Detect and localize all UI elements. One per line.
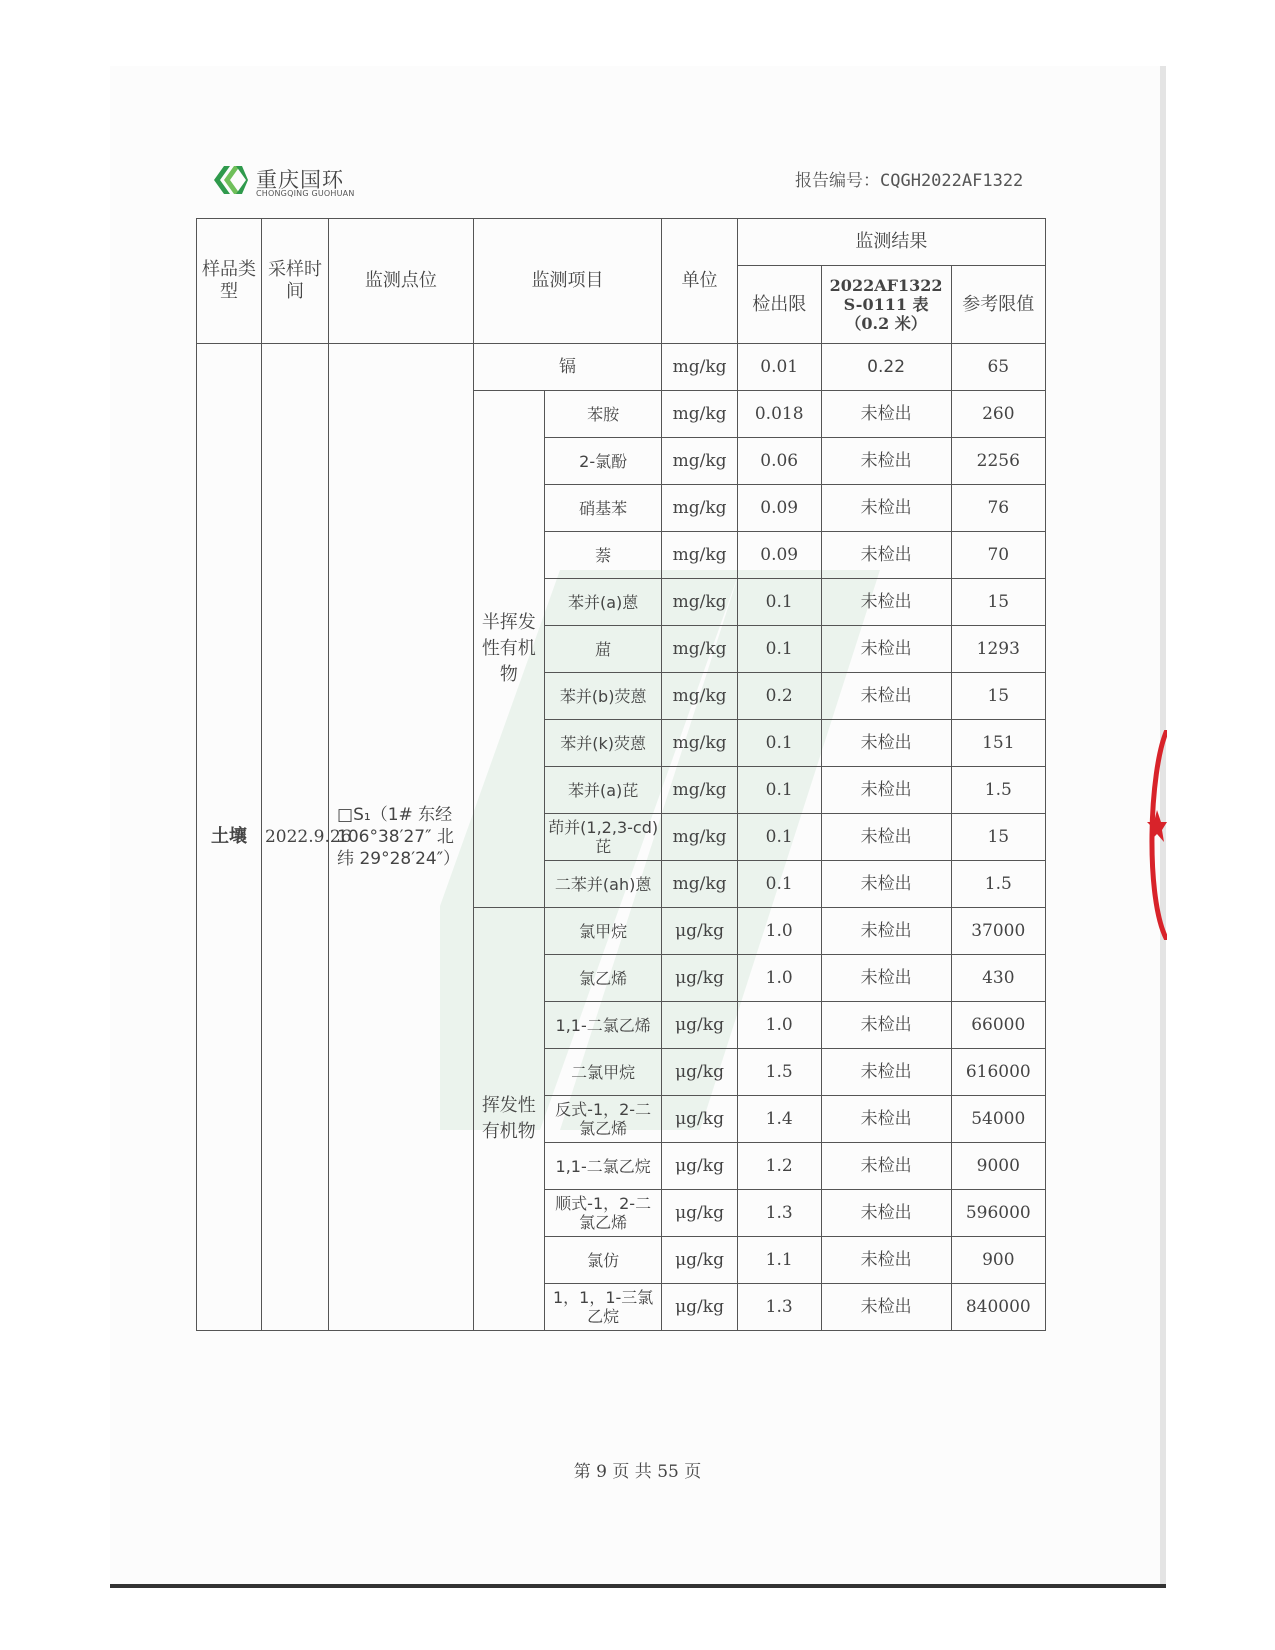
result-cell: 未检出 <box>821 814 951 861</box>
result-cell: 未检出 <box>821 626 951 673</box>
item-cell: 氯甲烷 <box>544 908 661 955</box>
limit-cell: 1.0 <box>737 908 821 955</box>
result-cell: 未检出 <box>821 1002 951 1049</box>
unit-cell: mg/kg <box>662 485 737 532</box>
monitoring-point-cell: □S₁（1# 东经106°38′27″ 北纬 29°28′24″） <box>329 344 474 1331</box>
limit-cell: 1.0 <box>737 955 821 1002</box>
item-cell: 苯并(a)蒽 <box>544 579 661 626</box>
limit-cell: 1.2 <box>737 1143 821 1190</box>
limit-cell: 1.4 <box>737 1096 821 1143</box>
header-monitoring-point: 监测点位 <box>329 219 474 344</box>
result-cell: 未检出 <box>821 673 951 720</box>
company-name-cn: 重庆国环 <box>256 168 344 192</box>
reference-cell: 840000 <box>951 1284 1045 1331</box>
item-cell: 2-氯酚 <box>544 438 661 485</box>
reference-cell: 66000 <box>951 1002 1045 1049</box>
result-cell: 未检出 <box>821 1190 951 1237</box>
reference-cell: 596000 <box>951 1190 1045 1237</box>
unit-cell: mg/kg <box>662 767 737 814</box>
header-sampling-time: 采样时间 <box>261 219 328 344</box>
result-cell: 未检出 <box>821 532 951 579</box>
header-detect-limit: 检出限 <box>737 266 821 344</box>
limit-cell: 0.1 <box>737 579 821 626</box>
unit-cell: mg/kg <box>662 532 737 579</box>
limit-cell: 1.5 <box>737 1049 821 1096</box>
report-number: 报告编号：CQGH2022AF1322 <box>795 171 1024 191</box>
unit-cell: μg/kg <box>662 1096 737 1143</box>
reference-cell: 76 <box>951 485 1045 532</box>
reference-cell: 37000 <box>951 908 1045 955</box>
item-cell: 䓛 <box>544 626 661 673</box>
unit-cell: mg/kg <box>662 344 737 391</box>
unit-cell: μg/kg <box>662 1190 737 1237</box>
limit-cell: 1.3 <box>737 1284 821 1331</box>
result-cell: 未检出 <box>821 720 951 767</box>
result-cell: 未检出 <box>821 955 951 1002</box>
header-sample-type: 样品类型 <box>197 219 262 344</box>
reference-cell: 260 <box>951 391 1045 438</box>
item-cell: 二苯并(ah)蒽 <box>544 861 661 908</box>
result-cell: 未检出 <box>821 908 951 955</box>
reference-cell: 15 <box>951 814 1045 861</box>
unit-cell: mg/kg <box>662 391 737 438</box>
item-cell: 顺式-1，2-二氯乙烯 <box>544 1190 661 1237</box>
unit-cell: μg/kg <box>662 1237 737 1284</box>
item-cell: 反式-1，2-二氯乙烯 <box>544 1096 661 1143</box>
header-monitoring-item: 监测项目 <box>473 219 662 344</box>
unit-cell: μg/kg <box>662 1049 737 1096</box>
reference-cell: 1293 <box>951 626 1045 673</box>
result-cell: 未检出 <box>821 391 951 438</box>
item-cell: 镉 <box>473 344 662 391</box>
unit-cell: μg/kg <box>662 1143 737 1190</box>
result-cell: 未检出 <box>821 1049 951 1096</box>
limit-cell: 0.1 <box>737 861 821 908</box>
result-cell: 未检出 <box>821 1096 951 1143</box>
item-cell: 苯胺 <box>544 391 661 438</box>
limit-cell: 0.1 <box>737 767 821 814</box>
reference-cell: 1.5 <box>951 861 1045 908</box>
item-cell: 苯并(b)荧蒽 <box>544 673 661 720</box>
result-cell: 未检出 <box>821 485 951 532</box>
reference-cell: 70 <box>951 532 1045 579</box>
limit-cell: 1.3 <box>737 1190 821 1237</box>
header-reference: 参考限值 <box>951 266 1045 344</box>
unit-cell: mg/kg <box>662 814 737 861</box>
company-logo <box>212 160 362 202</box>
header-results: 监测结果 <box>737 219 1045 266</box>
limit-cell: 1.0 <box>737 1002 821 1049</box>
reference-cell: 430 <box>951 955 1045 1002</box>
item-cell: 1,1-二氯乙烯 <box>544 1002 661 1049</box>
reference-cell: 15 <box>951 673 1045 720</box>
limit-cell: 0.01 <box>737 344 821 391</box>
reference-cell: 1.5 <box>951 767 1045 814</box>
header-sample-id: 2022AF1322 S-0111 表（0.2 米） <box>821 266 951 344</box>
limit-cell: 0.1 <box>737 720 821 767</box>
item-cell: 1,1-二氯乙烷 <box>544 1143 661 1190</box>
result-cell: 未检出 <box>821 1237 951 1284</box>
unit-cell: μg/kg <box>662 1002 737 1049</box>
limit-cell: 0.06 <box>737 438 821 485</box>
reference-cell: 900 <box>951 1237 1045 1284</box>
item-cell: 氯仿 <box>544 1237 661 1284</box>
item-cell: 二氯甲烷 <box>544 1049 661 1096</box>
result-cell: 未检出 <box>821 767 951 814</box>
limit-cell: 1.1 <box>737 1237 821 1284</box>
result-cell: 未检出 <box>821 861 951 908</box>
item-cell: 萘 <box>544 532 661 579</box>
unit-cell: mg/kg <box>662 626 737 673</box>
company-logo-icon <box>212 164 248 196</box>
item-cell: 茚并(1,2,3-cd)芘 <box>544 814 661 861</box>
unit-cell: μg/kg <box>662 955 737 1002</box>
reference-cell: 15 <box>951 579 1045 626</box>
unit-cell: μg/kg <box>662 1284 737 1331</box>
unit-cell: mg/kg <box>662 861 737 908</box>
item-cell: 苯并(a)芘 <box>544 767 661 814</box>
group-name-cell: 半挥发性有机物 <box>473 391 544 908</box>
item-cell: 氯乙烯 <box>544 955 661 1002</box>
result-cell: 未检出 <box>821 579 951 626</box>
result-cell: 0.22 <box>821 344 951 391</box>
header-unit: 单位 <box>662 219 737 344</box>
limit-cell: 0.1 <box>737 814 821 861</box>
unit-cell: mg/kg <box>662 673 737 720</box>
company-name-en: CHONGQING GUOHUAN <box>256 189 355 198</box>
limit-cell: 0.09 <box>737 485 821 532</box>
page-footer: 第 9 页 共 55 页 <box>573 1462 702 1482</box>
result-cell: 未检出 <box>821 1284 951 1331</box>
item-cell: 1，1，1-三氯乙烷 <box>544 1284 661 1331</box>
unit-cell: μg/kg <box>662 908 737 955</box>
result-cell: 未检出 <box>821 438 951 485</box>
result-cell: 未检出 <box>821 1143 951 1190</box>
reference-cell: 54000 <box>951 1096 1045 1143</box>
red-stamp-fragment <box>1143 730 1167 940</box>
reference-cell: 151 <box>951 720 1045 767</box>
reference-cell: 616000 <box>951 1049 1045 1096</box>
monitoring-table <box>196 218 1046 1331</box>
item-cell: 硝基苯 <box>544 485 661 532</box>
item-cell: 苯并(k)荧蒽 <box>544 720 661 767</box>
limit-cell: 0.1 <box>737 626 821 673</box>
sample-type-cell: 土壤 <box>197 344 262 1331</box>
sheet-bottom-edge <box>110 1584 1166 1588</box>
group-name-cell: 挥发性有机物 <box>473 908 544 1331</box>
unit-cell: mg/kg <box>662 720 737 767</box>
sampling-time-cell: 2022.9.26 <box>261 344 328 1331</box>
limit-cell: 0.018 <box>737 391 821 438</box>
reference-cell: 2256 <box>951 438 1045 485</box>
unit-cell: mg/kg <box>662 579 737 626</box>
unit-cell: mg/kg <box>662 438 737 485</box>
limit-cell: 0.09 <box>737 532 821 579</box>
reference-cell: 65 <box>951 344 1045 391</box>
reference-cell: 9000 <box>951 1143 1045 1190</box>
limit-cell: 0.2 <box>737 673 821 720</box>
